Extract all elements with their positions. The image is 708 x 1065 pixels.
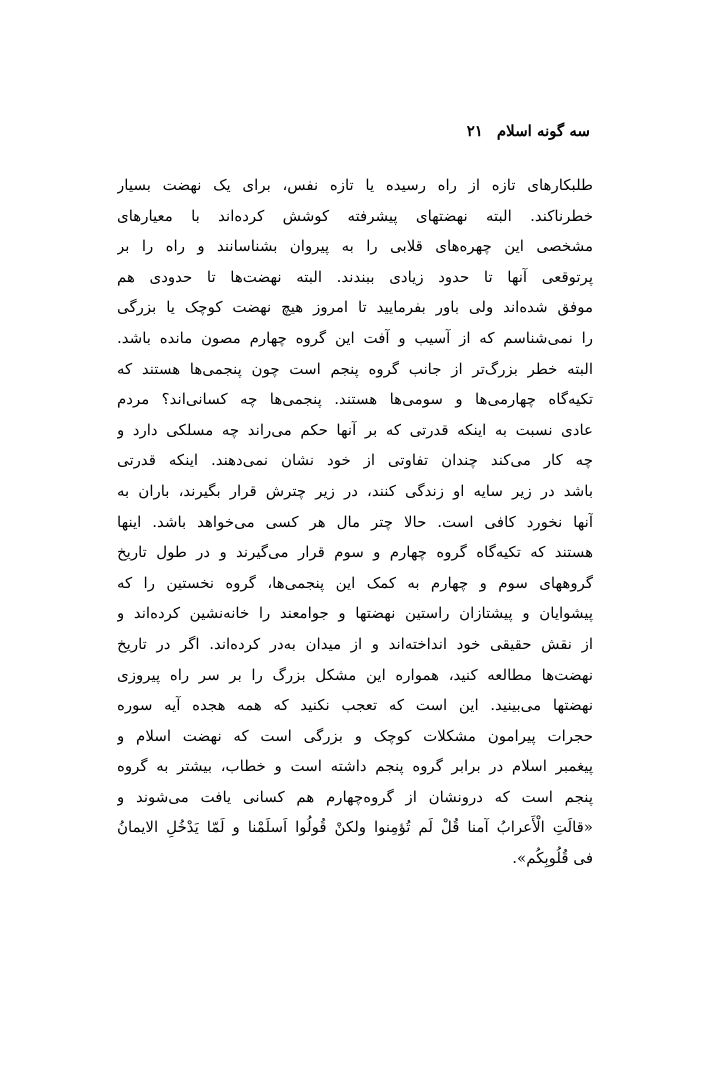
text-line: تکیه‌گاه چهارمی‌ها و سومی‌ها هستند. پنجمی‌ها چه کسانی‌اند؟ مردم — [117, 390, 593, 409]
text-line: هستند که تکیه‌گاه گروه چهارم و سوم قرار می‌گیرند و در طول تاریخ — [117, 543, 593, 562]
text-line: را نمی‌شناسم که از آسیب و آفت این گروه چهارم مصون مانده باشد. — [117, 328, 593, 347]
running-head — [467, 121, 590, 141]
text-line: پنجم است که درونشان از گروه‌چهارم هم کسانی یافت می‌شوند و — [117, 787, 593, 806]
page-number: ۲۱ — [466, 122, 483, 140]
text-line: حجرات پیرامون مشکلات کوچک و بزرگی است که نهضت اسلام و — [117, 726, 593, 745]
text-line: خطرناکند. البته نهضتهای پیشرفته کوشش کرده‌اند با معیارهای — [117, 206, 593, 225]
text-line: طلبکارهای تازه از راه رسیده یا تازه نفس، برای یک نهضت بسیار — [117, 176, 593, 194]
text-line: گروههای سوم و چهارم به کمک این پنجمی‌ها، گروه نخستین را که — [117, 573, 593, 592]
text-line: پرتوقعی آنها تا حدود زیادی ببندند. البته نهضت‌ها تا حدودی هم — [117, 267, 593, 286]
text-line: نهضتها می‌بینید. این است که تعجب نکنید که همه هجده آیه سوره — [117, 696, 593, 715]
text-line: چه کار می‌کند چندان تفاوتی از خود نشان نمی‌دهند. اینکه قدرتی — [117, 451, 593, 470]
text-line: نهضت‌ها مطالعه کنید، همواره این مشکل بزرگ را بر سر راه پیروزی — [117, 665, 593, 684]
text-line: باشد در زیر سایه او زندگی کنند، در زیر چترش قرار بگیرند، باران به — [117, 481, 593, 500]
body-text — [117, 170, 593, 874]
quran-quote-line: فی قُلُوبِکُم». — [512, 849, 593, 868]
text-line: موفق شده‌اند ولی باور بفرمایید تا امروز هیچ نهضت کوچک یا بزرگی — [117, 298, 593, 317]
text-line: البته خطر بزرگ‌تر از جانب گروه پنجم است چون پنجمی‌ها هستند که — [117, 359, 593, 378]
text-line: از نقش حقیقی خود انداخته‌اند و از میدان به‌در کرده‌اند. اگر در تاریخ — [117, 634, 593, 653]
text-line: آنها نخورد کافی است. حالا چتر مال هر کسی می‌خواهد باشد. اینها — [117, 512, 593, 531]
text-line: پیشوایان و پیشتازان راستین نهضتها و جوامعند را خانه‌نشین کرده‌اند و — [117, 604, 593, 623]
text-line: مشخصی این چهره‌های قلابی را به پیروان بشناسانند و راه را بر — [117, 237, 593, 256]
text-line: پیغمبر اسلام در برابر گروه پنجم داشته است و خطاب، بیشتر به گروه — [117, 757, 593, 776]
quran-quote-line: «قالَتِ الْأَعرابُ آمنا قُلْ لَم تُؤمِنوا ولکنْ قُولُوا اَسلَمْنا و لَمّا یَدْخُلِ الایمانُ — [117, 818, 593, 837]
book-title: سه گونه اسلام — [496, 122, 590, 140]
text-line: عادی نسبت به اینکه قدرتی که بر آنها حکم می‌راند چه مسلکی دارد و — [117, 420, 593, 439]
